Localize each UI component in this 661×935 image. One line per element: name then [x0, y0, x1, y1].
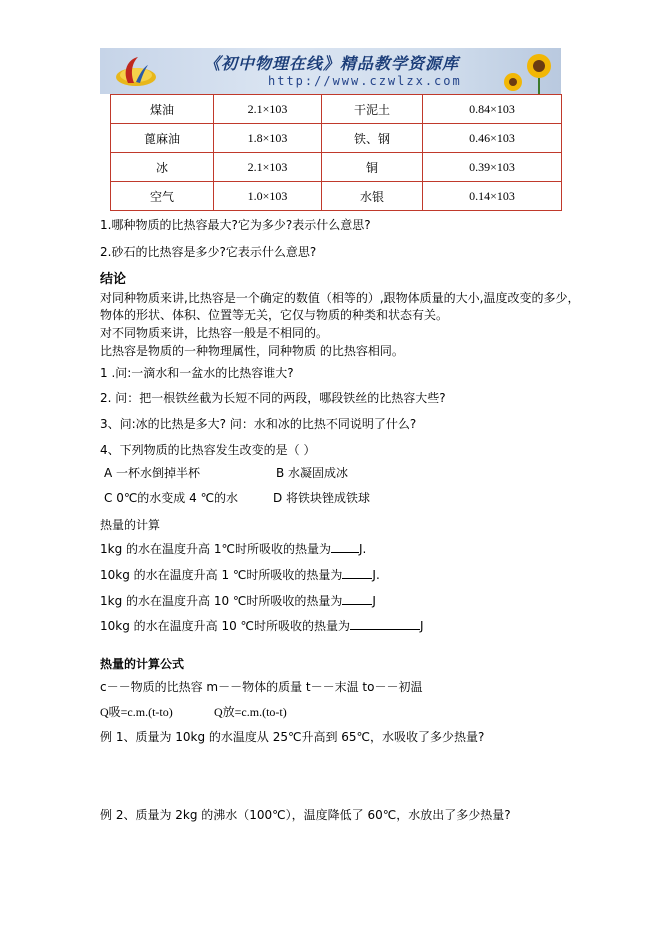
conclusion-paragraph: 比热容是物质的一种物理属性，同种物质 的比热容相同。: [100, 344, 404, 358]
heat-calc-unit: J: [420, 619, 424, 633]
question-2: 2.砂石的比热容是多少?它表示什么意思?: [100, 245, 317, 259]
table-cell: 1.0×103: [214, 182, 322, 211]
table-cell: 冰: [111, 153, 214, 182]
header-banner: [100, 48, 561, 94]
table-cell: 1.8×103: [214, 124, 322, 153]
heat-calc-text: 1kg 的水在温度升高 1℃时所吸收的热量为: [100, 542, 331, 556]
formula-variables: c－－物质的比热容 m－－物体的质量 t－－末温 to－－初温: [100, 680, 423, 694]
table-cell: 0.46×103: [423, 124, 562, 153]
table-row: [111, 153, 562, 182]
example-1: 例 1、质量为 10kg 的水温度从 25℃升高到 65℃，水吸收了多少热量?: [100, 730, 485, 744]
heat-calc-line: [100, 566, 380, 583]
heat-calc-line: [100, 617, 424, 634]
option-b: B 水凝固成冰: [276, 466, 349, 480]
exercise-2: 2. 问：把一根铁丝截为长短不同的两段，哪段铁丝的比热容大些?: [100, 391, 446, 405]
table-cell: 煤油: [111, 95, 214, 124]
specific-heat-table: [110, 94, 562, 211]
banner-url[interactable]: http://www.czwlzx.com: [268, 74, 462, 88]
sunflower-icon: [495, 52, 555, 94]
option-d: D 将铁块锉成铁球: [273, 491, 371, 505]
heat-calc-text: 10kg 的水在温度升高 10 ℃时所吸收的热量为: [100, 619, 351, 633]
table-cell: 铁、钢: [322, 124, 423, 153]
answer-blank[interactable]: [342, 592, 372, 605]
table-cell: 蓖麻油: [111, 124, 214, 153]
heat-calc-unit: J: [372, 594, 376, 608]
answer-blank[interactable]: [342, 566, 372, 579]
table-cell: 水银: [322, 182, 423, 211]
table-cell: 0.14×103: [423, 182, 562, 211]
heat-calc-unit: J.: [358, 542, 367, 556]
heat-calc-unit: J.: [372, 568, 380, 582]
conclusion-heading: 结论: [100, 272, 127, 287]
heat-calc-line: [100, 592, 376, 609]
heat-calc-text: 1kg 的水在温度升高 10 ℃时所吸收的热量为: [100, 594, 343, 608]
conclusion-paragraph: 对不同物质来讲，比热容一般是不相同的。: [100, 326, 329, 340]
heat-calc-text: 10kg 的水在温度升高 1 ℃时所吸收的热量为: [100, 568, 343, 582]
answer-blank[interactable]: [350, 617, 420, 630]
table-row: [111, 182, 562, 211]
exercise-4: 4、下列物质的比热容发生改变的是（ ）: [100, 443, 316, 457]
table-cell: 铜: [322, 153, 423, 182]
conclusion-paragraph: 物体的形状、体积、位置等无关，它仅与物质的种类和状态有关。: [100, 308, 449, 322]
table-cell: 空气: [111, 182, 214, 211]
conclusion-paragraph: 对同种物质来讲,比热容是一个确定的数值（相等的）,跟物体质量的大小,温度改变的多少，: [100, 291, 580, 305]
question-1: 1.哪种物质的比热容最大?它为多少?表示什么意思?: [100, 218, 371, 232]
site-logo-icon: [114, 53, 158, 89]
formula-release: Q放=c.m.(to-t): [214, 705, 287, 719]
answer-blank[interactable]: [331, 540, 359, 553]
table-cell: 0.39×103: [423, 153, 562, 182]
table-cell: 2.1×103: [214, 153, 322, 182]
option-c: C 0℃的水变成 4 ℃的水: [104, 491, 239, 505]
table-cell: 2.1×103: [214, 95, 322, 124]
formula-absorb: Q吸=c.m.(t-to): [100, 705, 173, 719]
table-cell: 0.84×103: [423, 95, 562, 124]
formula-heading: 热量的计算公式: [100, 657, 185, 671]
exercise-1: 1 .问:一滴水和一盆水的比热容谁大?: [100, 366, 294, 380]
heat-calc-line: [100, 540, 366, 557]
heat-calc-heading: 热量的计算: [100, 518, 161, 532]
option-a: A 一杯水倒掉半杯: [104, 466, 201, 480]
table-row: [111, 124, 562, 153]
table-cell: 干泥土: [322, 95, 423, 124]
example-2: 例 2、质量为 2kg 的沸水（100℃），温度降低了 60℃，水放出了多少热量?: [100, 808, 511, 822]
table-row: [111, 95, 562, 124]
exercise-3: 3、问:冰的比热是多大? 问：水和冰的比热不同说明了什么?: [100, 417, 417, 431]
banner-title: 《初中物理在线》精品教学资源库: [204, 54, 460, 73]
